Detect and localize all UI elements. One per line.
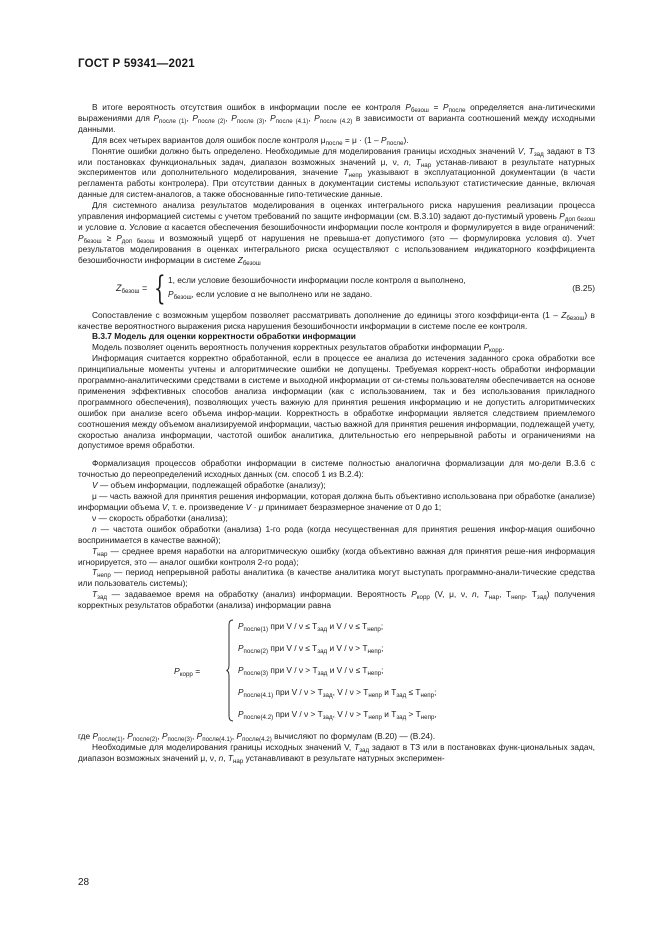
left-brace [226,619,234,722]
formula-p-korr [78,617,595,727]
definition-tnar: $T_{нар}$ — среднее время наработки на алгоритмическую ошибку (когда объективно важная для принятия реше-ния информация игнорируется, это — аналог ошибки контроля 2-го рода); [78,545,595,567]
paragraph-10: Необходимые для моделирования границы исходных значений V, $T_{зад}$ задают в ТЗ или в постановках функ-циональных задач, диапазон возможных значений μ, ν, n, $T_{нар}$ устанавливают в результате натурных эксперимен- [78,741,595,765]
paragraph-where: где $P_{после(1)}$, $P_{после(2)}$, $P_{после(3)}$, $P_{после(4.1)}$, $P_{после(4.2)}$ вычисляют по формулам (В.20) — (В.24). [78,731,436,744]
formula-lhs: $Z_{безош}$ = [116,282,148,295]
page-header: ГОСТ Р 59341—2021 [78,58,195,70]
paragraph-5: Сопоставление с возможным ущербом позволяет рассматривать дополнение до единицы этого коэффици-ента $(1 - Z_{безош})$ в качестве вероятностного выражения риска нарушения безошибочности информации в системе после ее контроля. [78,309,595,331]
formula-b25 [78,267,595,307]
definition-tzad: $T_{зад}$ — задаваемое время на обработку (анализ) информации. Вероятность $P_{корр}$ (V, μ, ν, n, $T_{нар}$, $T_{непр}$, $T_{зад}$) получения корректных результатов обработки (анализа) информации равна [78,589,595,611]
formula-case-1: 1, если условие безошибочности информации после контроля α выполнено, [168,274,466,285]
paragraph-1: В итоге вероятность отсутствия ошибок в информации после ее контроля $P_{безош} = P_{после}$ определяется ана-литическими выражениями для $P_{после (1)}$, $P_{после (2)}$, $P_{после (3)}$, $P_{после (4.1)}$, $P_{после (4.2)}$ в зависимости от варианта соотношений между исходными данными. [78,102,596,134]
definition-nu: ν — скорость обработки (анализа); [92,512,228,523]
left-brace: { [154,267,166,307]
definition-V: V — объем информации, подлежащей обработке (анализу); [92,480,326,491]
paragraph-2: Для всех четырех вариантов доля ошибок после контроля $\mu_{после} = \mu \cdot (1 - P_{после})$. [92,134,409,147]
formula-row-4: $P_{после(4.1)}$ при $V / \nu > T_{зад}$, $V / \nu > T_{непр}$ и $T_{зад} \le T_{непр}$; [238,687,437,700]
page-body [78,95,595,764]
definition-n: n — частота ошибок обработки (анализа) 1-го рода (когда несущественная для принятия решения инфор-мация ошибочно воспринимается в качестве важной); [78,523,595,545]
definition-tnepr: $T_{непр}$ — период непрерывной работы аналитика (в качестве аналитика могут выступать программно-анали-тические средства или пользователь системы); [78,567,595,589]
formula-lhs: $P_{корр}$ = [174,666,201,679]
formula-row-1: $P_{после(1)}$ при $V / \nu \le T_{зад}$ и $V / \nu \le T_{непр}$; [238,621,384,634]
paragraph-4: Для системного анализа результатов моделирования в оценках интегрального риска нарушения реализации процесса управления информацией системы с учетом требований по защите информации (см. В.3.10) задают до-пустимый уровень $P_{доп безош}$ и условие α. Условие α касается обеспечения безошибочности информации после контроля и формулируется в виде ограничений: $P_{безош} \ge P_{доп безош}$ и возможный ущерб от нарушения не превыша-ет допустимого (это — формулировка условия α). Учет результатов моделирования в оценках интегрального риска осуществляют с использованием индикаторного коэффициента безошибочности информации в системе $Z_{безош}$ [78,200,596,267]
paragraph-8: Формализация процессов обработки информации в системе полностью аналогична формализации для мо-дели В.3.6 с точностью до переопределений исходных данных (см. способ 1 из В.2.4): [78,458,595,480]
paragraph-7: Информация считается корректно обработанной, если в процессе ее анализа до истечения заданного срока обработки все принципиальные моменты учтены и алгоритмические ошибки не допущены. Требуемая коррект-ность обработки информации программно-аналитическими средствами в системе и выходной информации от си-стемы пользователям обеспечивается на основе применения эффективных способов анализа информации (как с использованием, так и без использования прикладного программного обеспечения), позволяющих учесть важную для принятия решения информацию и не допустить алгоритмических ошибок при анализе всего объема инфор-мации. Корректность в обработке информации является следствием приемлемого соотношения между объемом анализируемой информации, частью важной для принятия решения информации, подлежащей учету, скоростью анализа информации, частотой ошибок аналитика, длительностью его непрерывной работы и ограничениями на допустимое время обработки. [78,353,595,451]
formula-number: (В.25) [572,282,595,293]
paragraph-3: Понятие ошибки должно быть определено. Необходимые для моделирования границы исходных значений V, $T_{зад}$ задают в ТЗ или постановках функциональных задач, диапазон возможных значений μ, ν, n, $T_{нар}$ устанав-ливают в результате натурных экспериментов или дополнительного моделирования, значение $T_{непр}$ указывают в эксплуатационной документации (в части регламента работы контролера). При отсутствии данных в документации системы используют статистические данные, включая данные для систем-аналогов, а также обоснованные гипо-тетические данные. [78,145,595,200]
formula-row-3: $P_{после(3)}$ при $V / \nu > T_{зад}$ и $V / \nu \le T_{непр}$; [238,665,384,678]
formula-row-5: $P_{после(4.2)}$ при $V / \nu > T_{зад}$, $V / \nu > T_{непр}$ и $T_{зад} > T_{непр}$, [238,709,437,722]
formula-row-2: $P_{после(2)}$ при $V / \nu \le T_{зад}$ и $V / \nu > T_{непр}$; [238,643,384,656]
paragraph-6: Модель позволяет оценить вероятность получения корректных результатов обработки информации $P_{корр}$. [92,342,505,355]
definition-mu: μ — часть важной для принятия решения информации, которая должна быть объективно использована при обработке (анализе) информации объема V, т. е. произведение V · μ принимает безразмерное значение от 0 до 1; [78,491,595,512]
page-number: 28 [78,877,90,888]
section-heading: В.3.7 Модель для оценки корректности обработки информации [92,331,356,342]
formula-case-2: $P_{безош}$, если условие α не выполнено или не задано. [168,288,373,301]
